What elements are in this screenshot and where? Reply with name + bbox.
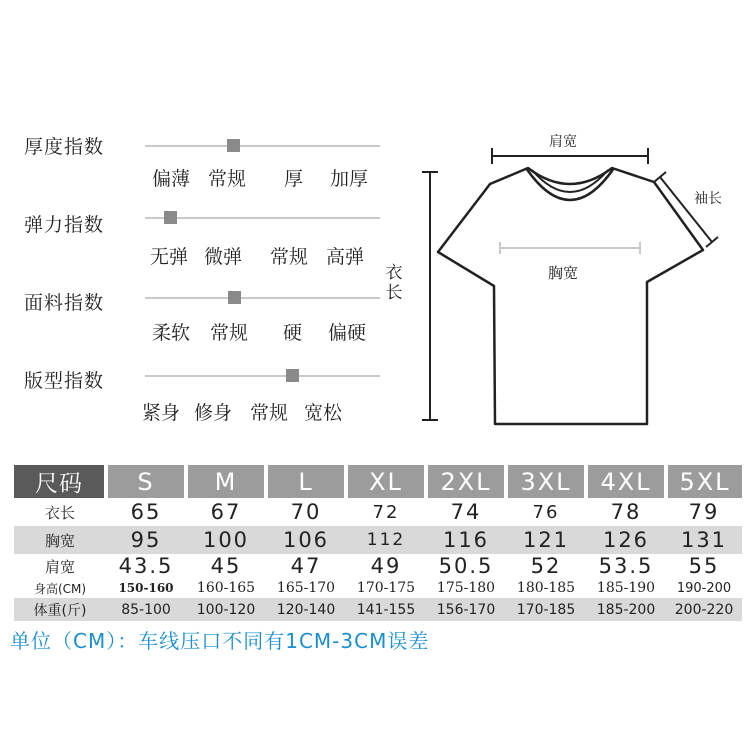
table-cell: 49: [346, 554, 426, 578]
row-label: 体重(斤): [14, 598, 106, 621]
table-cell: 55: [666, 554, 742, 578]
table-cell: 74: [426, 498, 506, 526]
table-cell: 79: [666, 498, 742, 526]
size-header-cell: 3XL: [506, 465, 586, 498]
index-option: 常规: [210, 322, 249, 344]
size-header-cell: 2XL: [426, 465, 506, 498]
table-cell: 185-190: [586, 578, 666, 598]
table-cell: 78: [586, 498, 666, 526]
table-cell: 95: [106, 526, 186, 554]
table-cell: 112: [346, 526, 426, 554]
row-label: 衣长: [14, 498, 106, 526]
index-label: 厚度指数: [24, 136, 105, 158]
size-header-cell: 4XL: [586, 465, 666, 498]
index-option: 加厚: [330, 168, 369, 190]
index-option: 常规: [270, 246, 309, 268]
body-length-label-bottom: 长: [385, 283, 403, 303]
index-option: 宽松: [304, 402, 343, 424]
table-cell: 185-200: [586, 598, 666, 621]
index-option: 偏硬: [328, 322, 367, 344]
table-cell: 190-200: [666, 578, 742, 598]
size-header-cell: S: [106, 465, 186, 498]
table-cell: 85-100: [106, 598, 186, 621]
table-cell: 43.5: [106, 554, 186, 578]
table-cell: 120-140: [266, 598, 346, 621]
chest-width-label: 胸宽: [548, 264, 579, 282]
table-row: [14, 498, 742, 526]
table-cell: 50.5: [426, 554, 506, 578]
index-label: 版型指数: [24, 370, 105, 392]
table-cell: 141-155: [346, 598, 426, 621]
table-cell: 121: [506, 526, 586, 554]
table-cell: 47: [266, 554, 346, 578]
size-header-cell: M: [186, 465, 266, 498]
row-label: 胸宽: [14, 526, 106, 554]
table-cell: 180-185: [506, 578, 586, 598]
body-length-label-top: 衣: [385, 263, 403, 283]
table-cell: 170-175: [346, 578, 426, 598]
tshirt-outline: [438, 168, 703, 424]
table-cell: 150-160: [106, 578, 186, 598]
table-row: [14, 598, 742, 621]
size-header-cell: 5XL: [666, 465, 742, 498]
size-header-row: [14, 465, 742, 498]
table-cell: 126: [586, 526, 666, 554]
table-cell: 45: [186, 554, 266, 578]
size-header-cell: XL: [346, 465, 426, 498]
index-option: 无弹: [150, 246, 189, 268]
table-cell: 52: [506, 554, 586, 578]
table-cell: 53.5: [586, 554, 666, 578]
body-length-arrow: [422, 172, 438, 420]
index-option: 厚: [284, 168, 304, 190]
index-label: 弹力指数: [24, 214, 105, 236]
table-cell: 65: [106, 498, 186, 526]
index-label: 面料指数: [24, 292, 105, 314]
row-label: 肩宽: [14, 554, 106, 578]
table-cell: 72: [346, 498, 426, 526]
table-cell: 70: [266, 498, 346, 526]
table-cell: 165-170: [266, 578, 346, 598]
index-option: 偏薄: [152, 168, 191, 190]
table-cell: 160-165: [186, 578, 266, 598]
index-option: 常规: [250, 402, 289, 424]
table-cell: 106: [266, 526, 346, 554]
size-header-label: 尺码: [14, 465, 106, 498]
table-cell: 170-185: [506, 598, 586, 621]
measurement-note: 单位（CM）：车线压口不同有1CM-3CM误差: [10, 629, 430, 653]
table-cell: 131: [666, 526, 742, 554]
index-option: 微弹: [204, 246, 243, 268]
size-header-cell: L: [266, 465, 346, 498]
index-option: 修身: [194, 402, 233, 424]
table-row: [14, 578, 742, 598]
index-option: 紧身: [142, 402, 181, 424]
table-cell: 116: [426, 526, 506, 554]
table-cell: 200-220: [666, 598, 742, 621]
size-table: [14, 465, 742, 621]
table-cell: 156-170: [426, 598, 506, 621]
table-cell: 175-180: [426, 578, 506, 598]
table-cell: 76: [506, 498, 586, 526]
index-option: 高弹: [326, 246, 365, 268]
row-label: 身高(CM): [14, 578, 106, 598]
table-cell: 100-120: [186, 598, 266, 621]
index-option: 柔软: [152, 322, 191, 344]
table-cell: 100: [186, 526, 266, 554]
table-row: [14, 554, 742, 578]
table-row: [14, 526, 742, 554]
shoulder-width-label: 肩宽: [549, 134, 577, 150]
index-option: 硬: [283, 322, 303, 344]
sleeve-length-label: 袖长: [694, 191, 722, 207]
table-cell: 67: [186, 498, 266, 526]
index-option: 常规: [208, 168, 247, 190]
